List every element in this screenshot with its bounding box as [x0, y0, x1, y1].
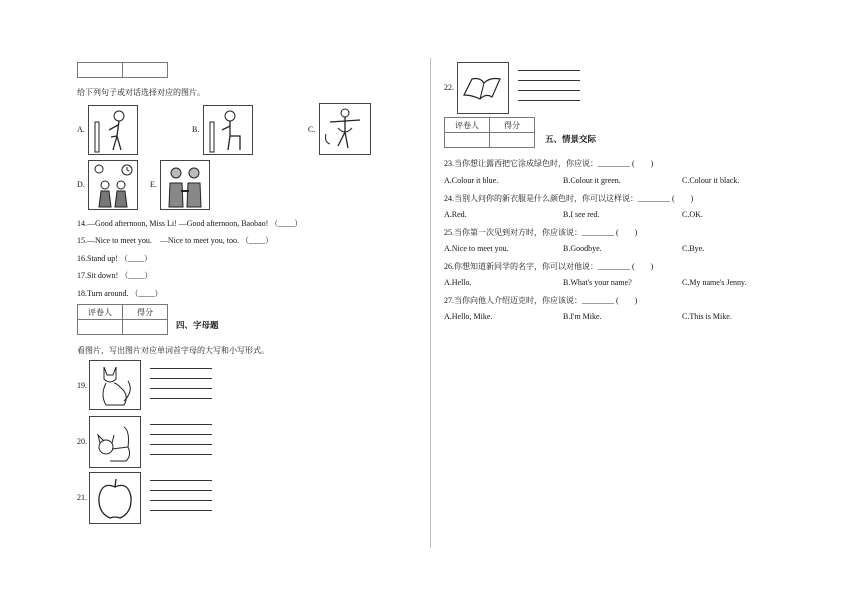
- person-standing-icon: [89, 106, 137, 154]
- picture-turn-around: [319, 103, 371, 155]
- section5-title: 五、情景交际: [545, 135, 597, 145]
- writing-line: [150, 480, 212, 481]
- column-divider: [430, 58, 431, 548]
- instruction-section3: 给下列句子或对话选择对应的图片。: [77, 88, 205, 97]
- writing-line: [150, 500, 212, 501]
- question-23-option-b: B.Colour it green.: [563, 176, 621, 185]
- apple-icon: [90, 473, 140, 523]
- question-17: 17.Sit down! （____）: [77, 271, 153, 280]
- picture-book: [457, 62, 509, 114]
- question-18: 18.Turn around. （____）: [77, 289, 163, 298]
- writing-line: [518, 90, 580, 91]
- item-22-number: 22.: [444, 83, 454, 92]
- question-26-option-a: A.Hello.: [444, 278, 472, 287]
- score-box-section4: 评卷人 得分: [77, 304, 168, 335]
- question-27: 27.当你向他人介绍迈克时，你应该说：________ ( ): [444, 296, 638, 305]
- sun-and-clock-icon: [89, 161, 137, 209]
- writing-line: [150, 398, 212, 399]
- writing-line: [518, 70, 580, 71]
- writing-line: [150, 454, 212, 455]
- writing-line: [150, 388, 212, 389]
- question-27-option-c: C.This is Mike.: [682, 312, 732, 321]
- dog-icon: [90, 417, 140, 467]
- question-24-option-c: C.OK.: [682, 210, 703, 219]
- picture-sit-down: [203, 105, 253, 155]
- writing-line: [150, 424, 212, 425]
- question-15: 15.—Nice to meet you. —Nice to meet you, too. （____）: [77, 236, 273, 245]
- question-25-option-c: C.Bye.: [682, 244, 705, 253]
- writing-line: [150, 490, 212, 491]
- pic-label-c: C.: [308, 125, 316, 134]
- item-19-number: 19.: [77, 381, 87, 390]
- question-23-option-c: C.Colour it black.: [682, 176, 740, 185]
- score-box-top: [77, 62, 168, 78]
- cat-icon: [90, 361, 140, 409]
- question-26-option-b: B.What's your name?: [563, 278, 632, 287]
- pic-label-b: B.: [192, 125, 200, 134]
- question-16: 16.Stand up! （____）: [77, 254, 152, 263]
- picture-nice-to-meet-you: [160, 160, 210, 210]
- pic-label-d: D.: [77, 180, 85, 189]
- question-26: 26.你想知道新同学的名字，你可以对他说：________ ( ): [444, 262, 654, 271]
- picture-apple: [89, 472, 141, 524]
- question-25-option-b: B.Goodbye.: [563, 244, 602, 253]
- picture-cat: [89, 360, 141, 410]
- question-25-option-a: A.Nice to meet you.: [444, 244, 509, 253]
- picture-good-afternoon: [88, 160, 138, 210]
- question-24-option-a: A.Red.: [444, 210, 467, 219]
- pic-label-e: E.: [150, 180, 157, 189]
- person-sitting-icon: [204, 106, 252, 154]
- writing-line: [150, 444, 212, 445]
- question-14: 14.—Good afternoon, Miss Li! —Good afternoon, Baobao! （____）: [77, 219, 303, 228]
- ballerina-icon: [320, 104, 370, 154]
- writing-line: [518, 80, 580, 81]
- writing-line: [150, 510, 212, 511]
- question-23-option-a: A.Colour it blue.: [444, 176, 499, 185]
- section4-title: 四、字母题: [176, 321, 219, 331]
- open-book-icon: [458, 63, 508, 113]
- pic-label-a: A.: [77, 125, 85, 134]
- question-26-option-c: C.My name's Jenny.: [682, 278, 747, 287]
- item-20-number: 20.: [77, 437, 87, 446]
- writing-line: [150, 368, 212, 369]
- question-25: 25.当你第一次见到对方时，你应该说：________ ( ): [444, 228, 638, 237]
- question-24: 24.当别人问你的新衣服是什么颜色时，你可以这样说：________ ( ): [444, 194, 694, 203]
- question-23: 23.当你想让露西把它涂成绿色时，你应说：________ ( ): [444, 159, 654, 168]
- score-box-section5: 评卷人 得分: [444, 117, 535, 148]
- writing-line: [150, 378, 212, 379]
- instruction-section4: 看图片，写出图片对应单词首字母的大写和小写形式。: [77, 346, 269, 355]
- picture-dog: [89, 416, 141, 468]
- two-people-handshake-icon: [161, 161, 209, 209]
- item-21-number: 21.: [77, 493, 87, 502]
- question-27-option-b: B.I'm Mike.: [563, 312, 602, 321]
- picture-stand-up: [88, 105, 138, 155]
- writing-line: [518, 100, 580, 101]
- question-24-option-b: B.I see red.: [563, 210, 600, 219]
- question-27-option-a: A.Hello, Mike.: [444, 312, 493, 321]
- writing-line: [150, 434, 212, 435]
